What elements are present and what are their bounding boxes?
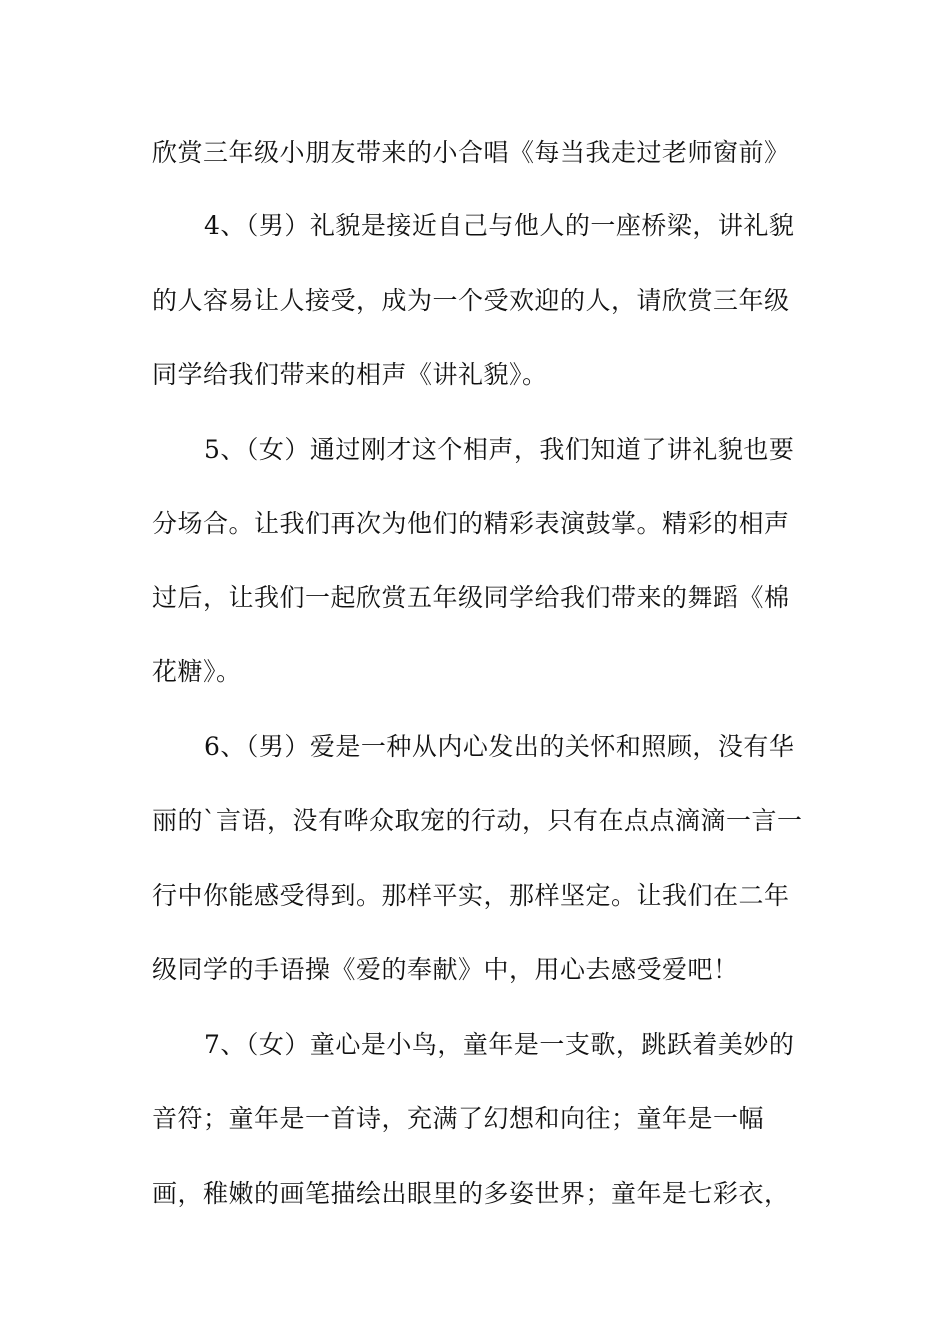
paragraph-5-line-2: 分场合。让我们再次为他们的精彩表演鼓掌。精彩的相声 [152, 509, 790, 538]
paragraph-5-line-4: 花糖》。 [152, 657, 242, 686]
paragraph-6-line-1: 6、（男）爱是一种从内心发出的关怀和照顾，没有华 [204, 732, 795, 761]
paragraph-4-line-1: 4、（男）礼貌是接近自己与他人的一座桥梁，讲礼貌 [204, 211, 795, 240]
paragraph-7-line-3: 画，稚嫩的画笔描绘出眼里的多姿世界；童年是七彩衣， [152, 1179, 790, 1208]
paragraph-5-line-3: 过后，让我们一起欣赏五年级同学给我们带来的舞蹈《棉 [152, 583, 790, 612]
paragraph-4-line-3: 同学给我们带来的相声《讲礼貌》。 [152, 360, 548, 389]
paragraph-7-line-1: 7、（女）童心是小鸟，童年是一支歌，跳跃着美妙的 [204, 1030, 795, 1059]
paragraph-6-line-3: 行中你能感受得到。那样平实，那样坚定。让我们在二年 [152, 881, 790, 910]
paragraph-6-line-2: 丽的`言语，没有哗众取宠的行动，只有在点点滴滴一言一 [152, 806, 803, 835]
paragraph-5-line-1: 5、（女）通过刚才这个相声，我们知道了讲礼貌也要 [204, 435, 795, 464]
paragraph-7-line-2: 音符；童年是一首诗，充满了幻想和向往；童年是一幅 [152, 1104, 765, 1133]
text-line-1: 欣赏三年级小朋友带来的小合唱《每当我走过老师窗前》 [152, 138, 790, 167]
paragraph-6-line-4: 级同学的手语操《爱的奉献》中，用心去感受爱吧！ [152, 955, 739, 984]
paragraph-4-line-2: 的人容易让人接受，成为一个受欢迎的人，请欣赏三年级 [152, 286, 790, 315]
